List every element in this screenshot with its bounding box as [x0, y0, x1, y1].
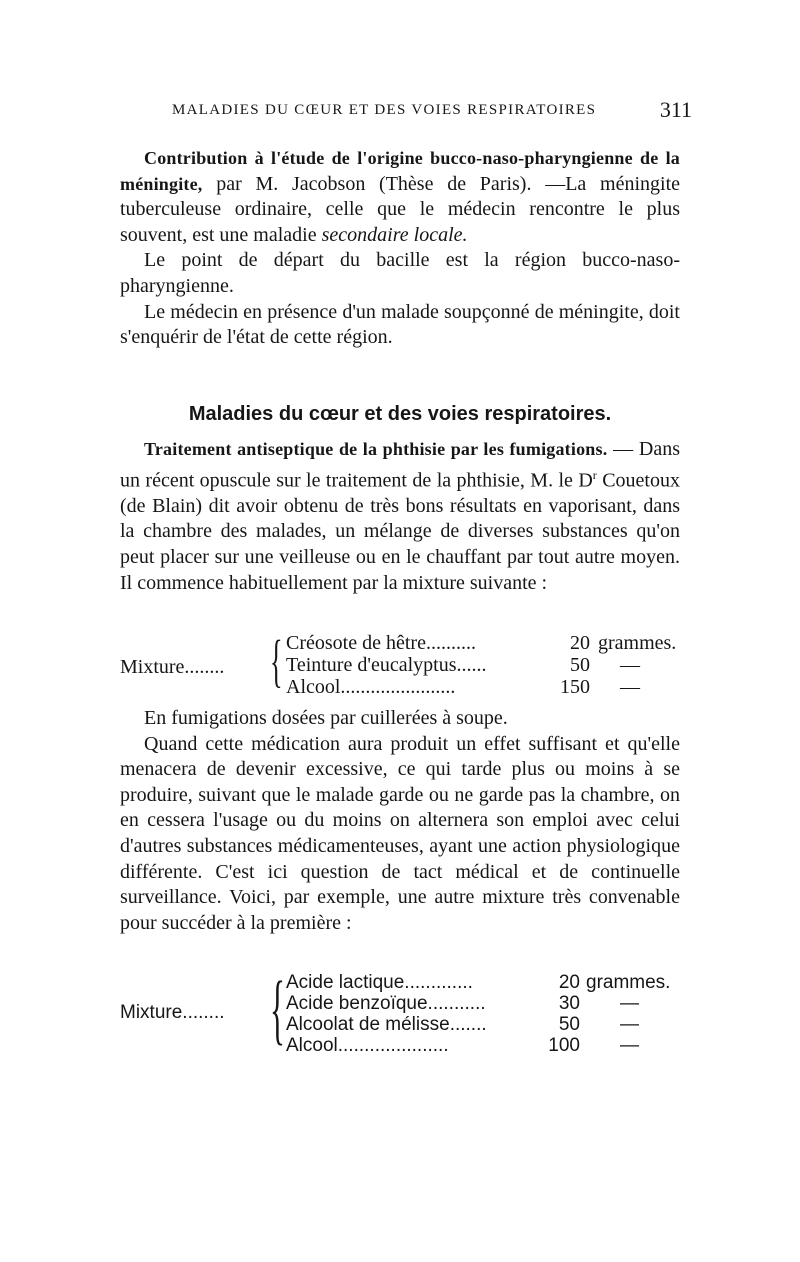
mixture-2-row [120, 1035, 680, 1057]
running-head-title: MALADIES DU CŒUR ET DES VOIES RESPIRATOIRES [172, 102, 597, 118]
ingredient-name: Teinture d'eucalyptus...... [286, 654, 487, 676]
ingredient-name: Alcool....................... [286, 676, 456, 698]
article-fumigations-paragraph-3: Quand cette médication aura produit un effet suffisant et qu'elle menacera de devenir excessive, ce qui tarde plus ou moins à se produire, suivant que le malade garde ou ne garde pas la chambre, on en cessera l'usage ou du moins on alternera son emploi avec celui d'autres substances médicamenteuses, ayant une action physiologique différente. C'est ici question de tact médical et de continuelle surveillance. Voici, par exemple, une autre mixture très convenable pour succéder à la première : [120, 732, 680, 934]
article-jacobson-emphasis: secondaire locale. [321, 223, 468, 246]
ingredient-name: Créosote de hêtre.......... [286, 632, 476, 654]
mixture-2-row [120, 993, 680, 1015]
ingredient-unit: — [620, 993, 639, 1014]
ingredient-unit: — [620, 1014, 639, 1035]
mixture-1-row [120, 654, 680, 676]
article-jacobson-paragraph-1: —La méningite tuberculeuse ordinaire, celle que le médecin rencontre le plus souvent, est une maladie [120, 172, 681, 246]
ingredient-unit: grammes. [586, 972, 671, 993]
article-fumigations-continued [120, 706, 680, 936]
article-fumigations-title: Traitement antiseptique de la phthisie par les fumigations. [144, 439, 608, 459]
ingredient-quantity: 150 [560, 676, 590, 698]
article-jacobson-title: Contribution à l'étude de l'origine bucco-naso-pharyngienne de la méningite, [120, 148, 680, 194]
mixture-1-brace: { [270, 628, 283, 693]
ingredient-quantity: 50 [570, 654, 590, 676]
mixture-1-label: Mixture........ [120, 656, 225, 678]
mixture-2-row [120, 1014, 680, 1036]
ingredient-name: Acide lactique............. [286, 972, 473, 993]
running-head [172, 97, 692, 122]
article-fumigations-text-a: — Dans un récent opuscule sur le traitement de la phthisie, M. le D [120, 438, 680, 492]
ingredient-unit: — [620, 676, 640, 698]
ingredient-name: Alcool..................... [286, 1035, 449, 1056]
mixture-table-2 [120, 965, 680, 1064]
mixture-2-label: Mixture........ [120, 1002, 225, 1023]
mixture-2-row [120, 972, 680, 994]
article-fumigations-paragraph-1 [120, 437, 680, 596]
article-jacobson [120, 146, 680, 351]
ingredient-quantity: 30 [558, 993, 580, 1014]
ingredient-unit: grammes. [598, 632, 677, 654]
ingredient-unit: — [620, 1035, 639, 1056]
ingredient-name: Acide benzoïque........... [286, 993, 486, 1014]
section-title: Maladies du cœur et des voies respiratoires. [188, 403, 612, 425]
page-number: 311 [659, 97, 692, 122]
article-jacobson-paragraph-3: Le médecin en présence d'un malade soupçonné de méningite, doit s'enquérir de l'état de cette région. [120, 300, 680, 349]
ingredient-name: Alcoolat de mélisse....... [286, 1014, 487, 1035]
article-fumigations [120, 437, 680, 596]
superscript-r: r [592, 467, 597, 482]
article-jacobson-paragraph-2: Le point de départ du bacille est la région bucco-naso-pharyngienne. [120, 249, 680, 297]
mixture-2-brace: { [270, 965, 285, 1052]
ingredient-quantity: 20 [570, 632, 590, 654]
article-jacobson-byline: par M. Jacobson (Thèse de Paris). [202, 172, 532, 195]
article-jacobson-heading [120, 146, 680, 248]
ingredient-quantity: 100 [548, 1035, 580, 1056]
ingredient-quantity: 50 [558, 1014, 580, 1035]
mixture-table-1 [120, 628, 680, 702]
ingredient-quantity: 20 [558, 972, 580, 993]
ingredient-unit: — [620, 654, 640, 676]
article-fumigations-paragraph-2: En fumigations dosées par cuillerées à soupe. [144, 707, 508, 729]
article-fumigations-text-b: Couetoux (de Blain) dit avoir obtenu de très bons résultats en vaporisant, dans la chambre des malades, un mélange de diverses substances qu'on peut placer sur une veilleuse ou en le chauffant par tout autre moyen. Il commence habituellement par la mixture suivante : [120, 469, 680, 594]
mixture-1-row [120, 676, 680, 698]
mixture-1-row [120, 632, 680, 654]
